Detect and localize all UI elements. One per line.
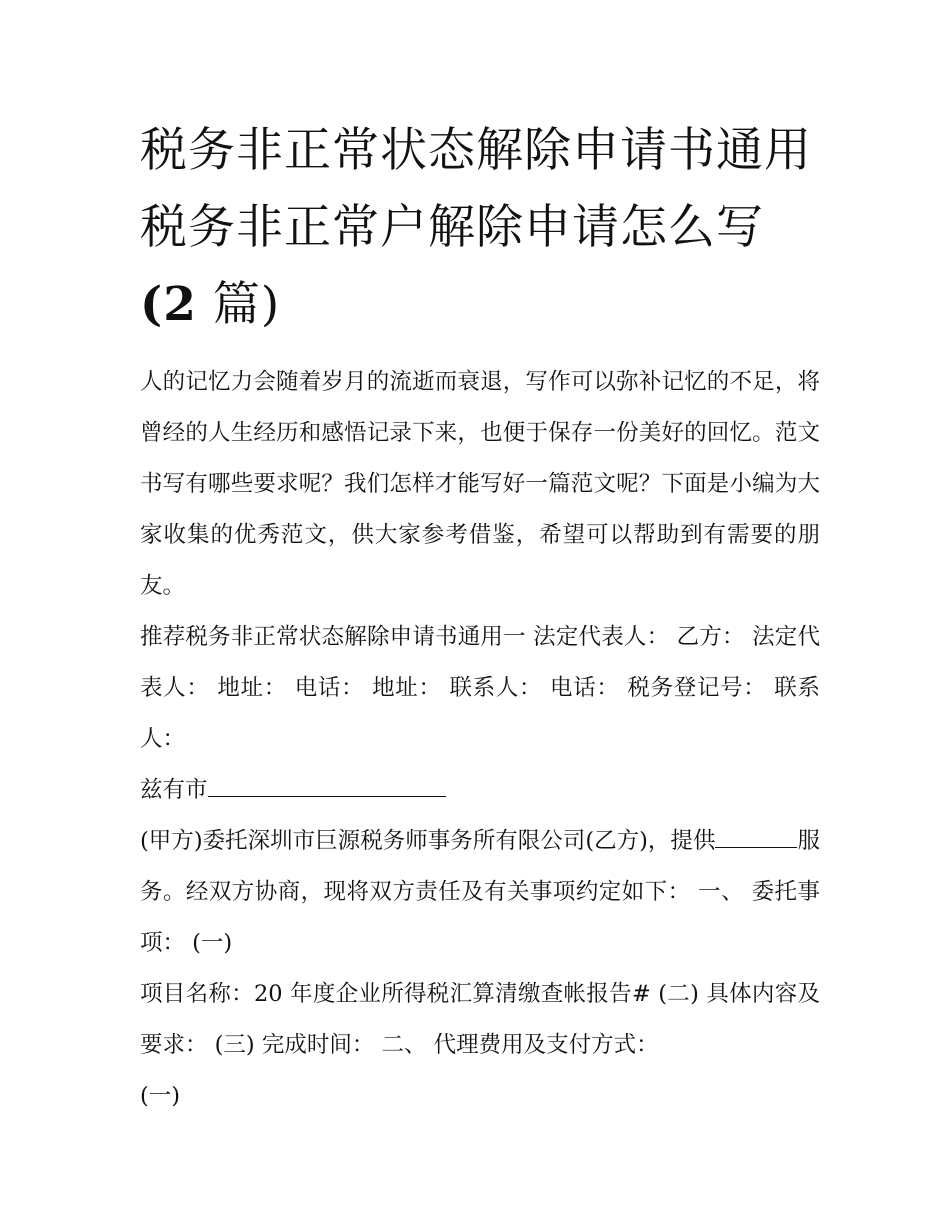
document-title <box>140 112 820 343</box>
entrustment-text-b: 服务。经双方协商，现将双方责任及有关事项约定如下： 一、 委托事项： (一) <box>140 828 820 956</box>
intro-paragraph: 人的记忆力会随着岁月的流逝而衰退，写作可以弥补记忆的不足，将曾经的人生经历和感悟记录下来，也便于保存一份美好的回忆。范文书写有哪些要求呢？我们怎样才能写好一篇范文呢？下面是小编为大家收集的优秀范文，供大家参考借鉴，希望可以帮助到有需要的朋友。 <box>140 369 820 599</box>
entrustment-text-a: (甲方)委托深圳市巨源税务师事务所有限公司(乙方)，提供 <box>140 828 716 854</box>
city-blank-line <box>208 774 446 797</box>
title-text-suffix: 篇) <box>212 277 281 332</box>
title-text-main: 税务非正常状态解除申请书通用 税务非正常户解除申请怎么写 <box>140 123 812 255</box>
service-blank-line <box>715 825 797 848</box>
project-paragraph: 项目名称：20 年度企业所得税汇算清缴查帐报告# (二) 具体内容及要求： (三) 完成时间： 二、 代理费用及支付方式： <box>140 981 820 1058</box>
city-line <box>140 765 820 816</box>
document-page <box>140 112 820 1122</box>
title-text-count: (2 <box>140 277 197 332</box>
entrustment-paragraph <box>140 816 820 969</box>
city-line-text: 兹有市 <box>140 777 208 803</box>
item-one-line: (一) <box>140 1083 181 1109</box>
document-body <box>140 357 820 1122</box>
contract-parties-paragraph: 推荐税务非正常状态解除申请书通用一 法定代表人： 乙方： 法定代表人： 地址： 电话： 地址： 联系人： 电话： 税务登记号： 联系人： <box>140 624 820 752</box>
